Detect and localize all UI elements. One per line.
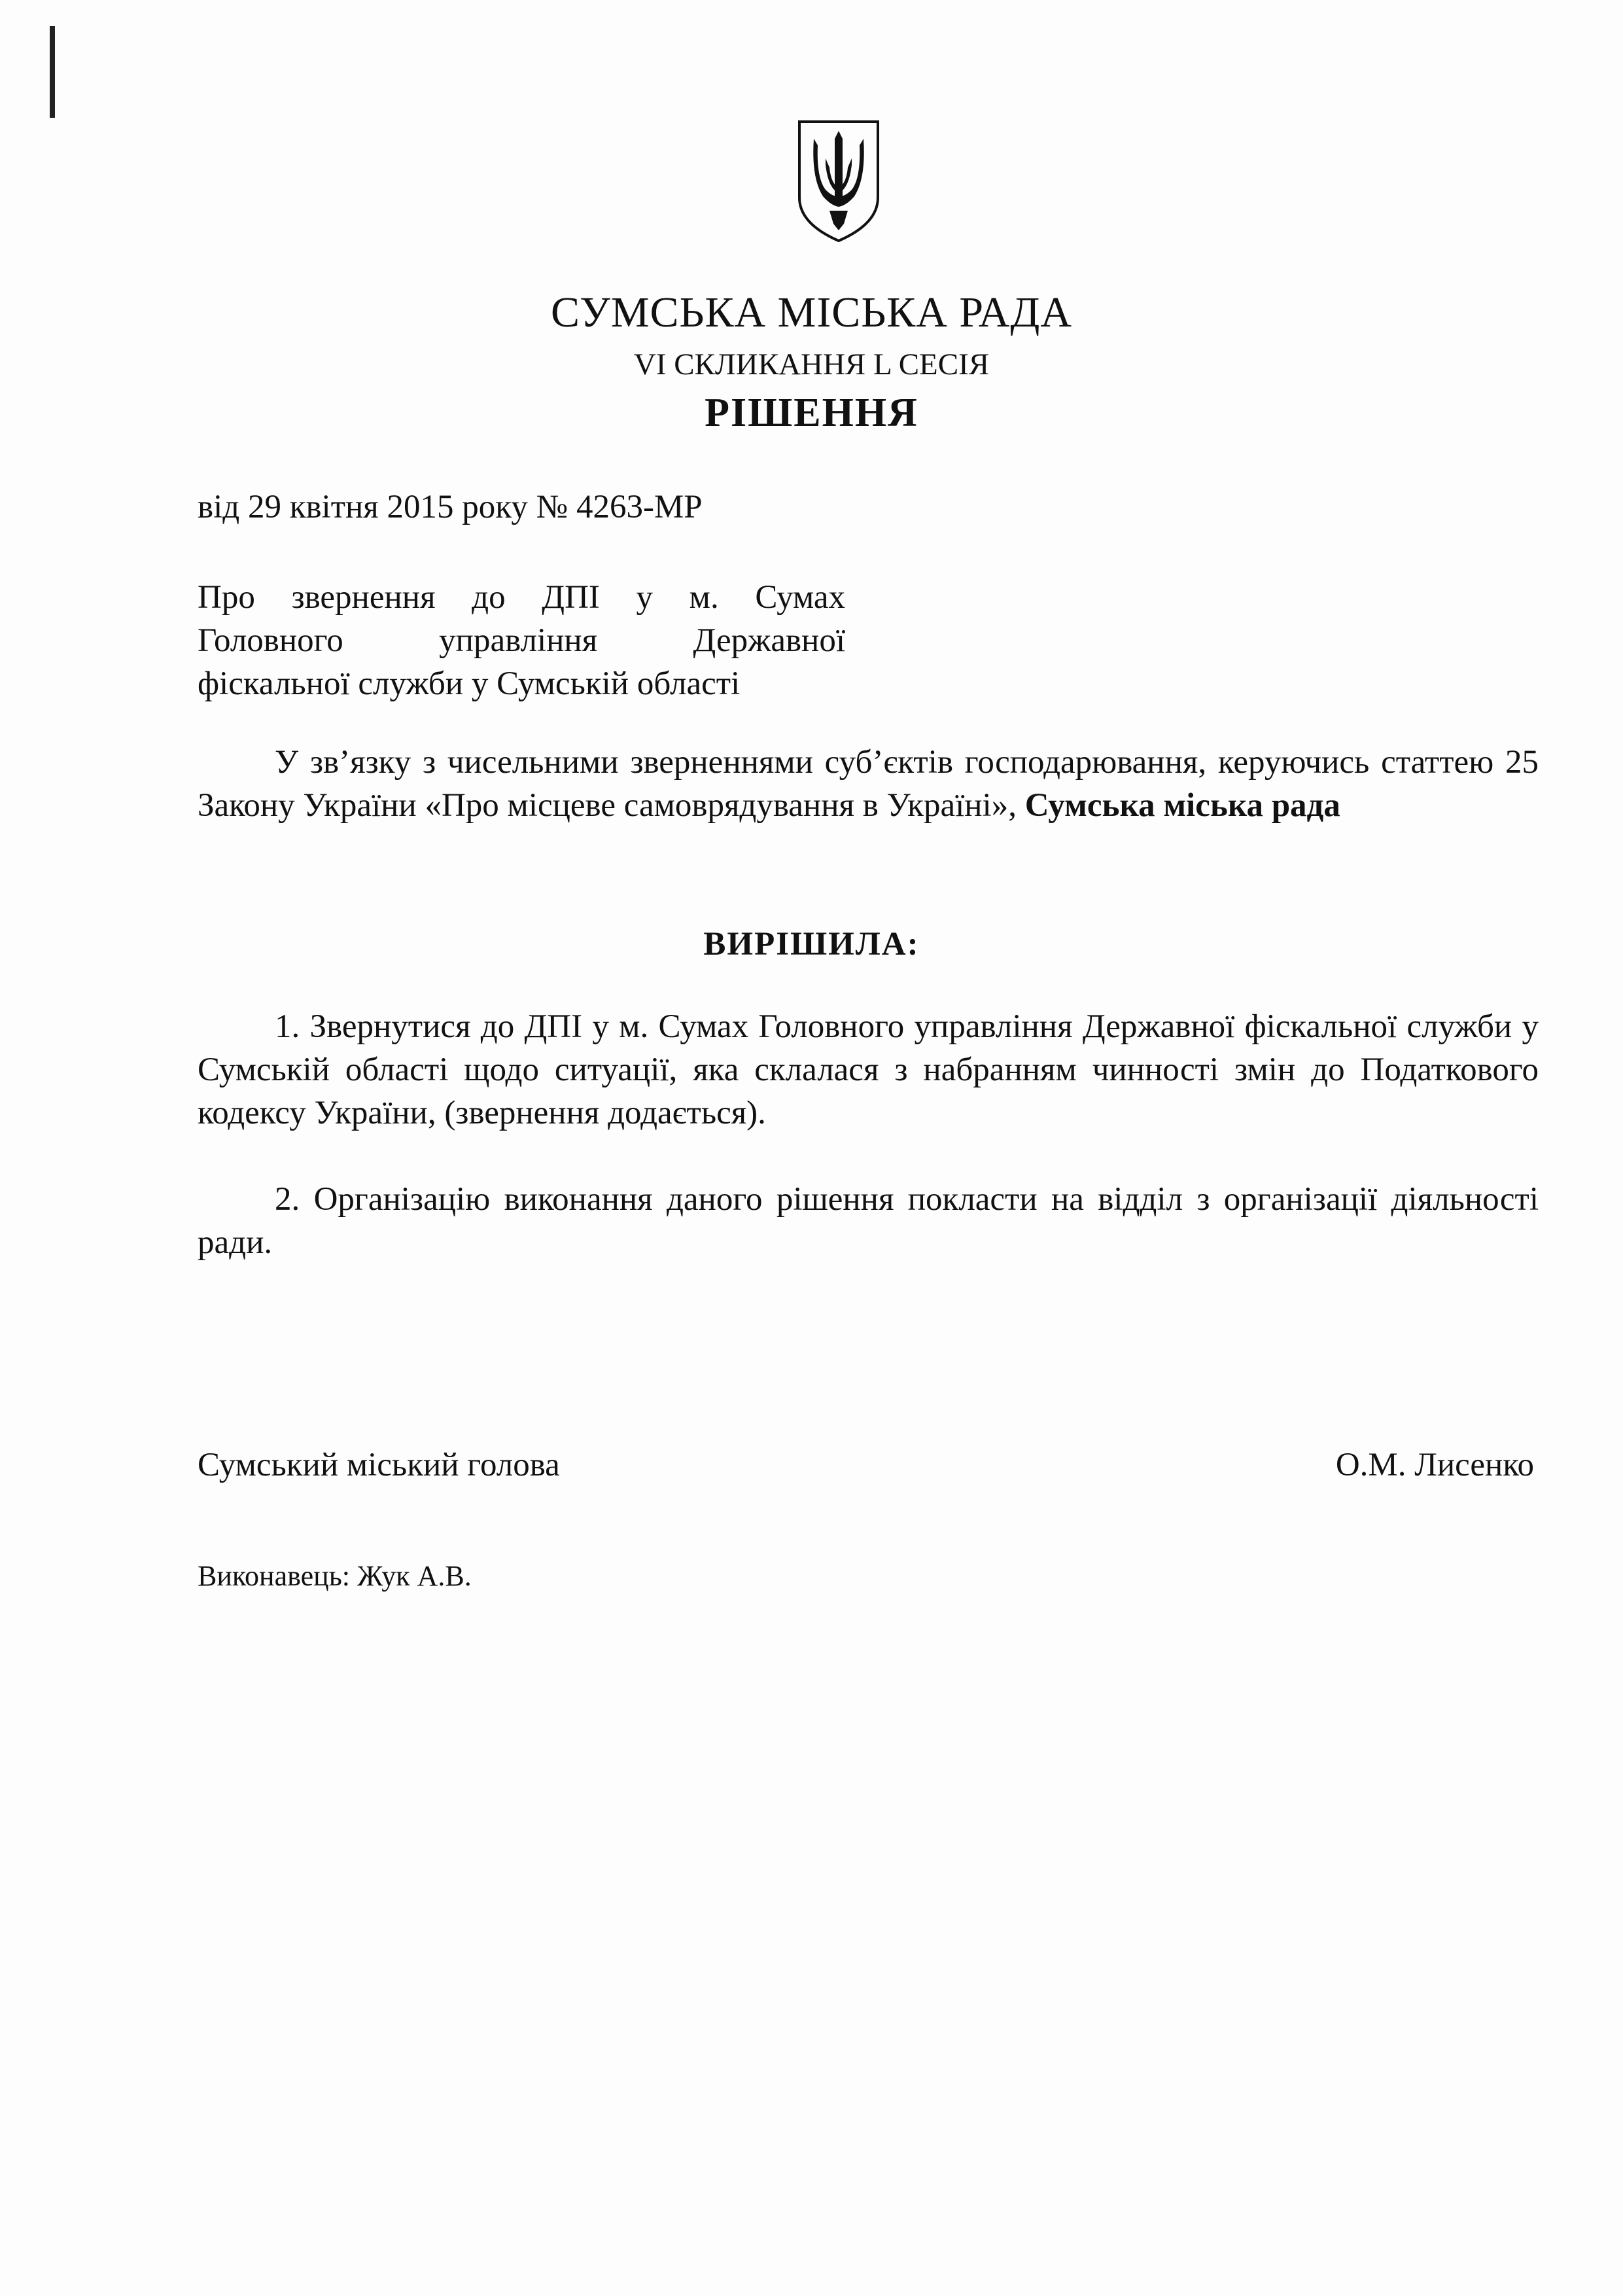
decision-item-1: 1. Звернутися до ДПІ у м. Сумах Головного управління Державної фіскальної служби у Сумській області щодо ситуації, яка склалася з набранням чинності змін до Податкового кодексу України, (звернення додається).	[198, 1008, 1539, 1131]
decision-title: РІШЕННЯ	[705, 391, 918, 435]
intro-text: У зв’язку з чисельними зверненнями суб’єктів господарювання, керуючись статтею 25 Закону України «Про місцеве самоврядування в Україні»,	[198, 744, 1539, 824]
subject-line: Про звернення до ДПІ у м. Сумах	[198, 579, 845, 616]
decision-item-2: 2. Організацію виконання даного рішення покласти на відділ з організації діяльності ради.	[198, 1181, 1539, 1261]
convocation: VI СКЛИКАННЯ L СЕСІЯ	[633, 347, 990, 381]
subject-line: фіскальної служби у Сумській області	[198, 665, 741, 702]
intro-bold-text: Сумська міська рада	[1024, 787, 1340, 824]
trident-coat-of-arms-icon	[797, 119, 881, 243]
intro-paragraph	[198, 741, 1539, 827]
council-name: СУМСЬКА МІСЬКА РАДА	[550, 289, 1073, 336]
decided-heading: ВИРІШИЛА:	[703, 926, 920, 963]
margin-mark	[50, 26, 55, 118]
subject-block	[198, 576, 845, 705]
date-and-number: від 29 квітня 2015 року № 4263-МР	[198, 489, 703, 525]
signature-name: О.М. Лисенко	[1335, 1447, 1534, 1483]
signature-role: Сумський міський голова	[198, 1447, 560, 1483]
subject-line: Головного управління Державної	[198, 622, 845, 659]
executor: Виконавець: Жук А.В.	[198, 1560, 472, 1592]
